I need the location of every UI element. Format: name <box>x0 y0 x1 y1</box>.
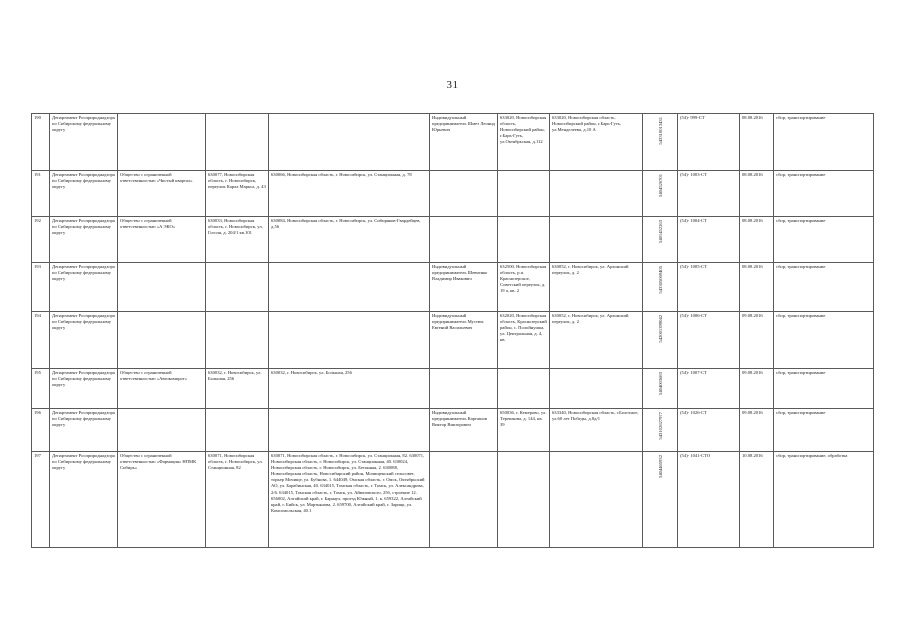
inn-text: 5404465932 <box>657 455 663 478</box>
organization-address-cell: 630071, Новосибирская область, г. Новосибирск, ул. Станционная, 82 <box>206 452 269 548</box>
license-date-cell: 10.08.2016 <box>740 452 774 548</box>
inn-number-cell <box>643 369 678 409</box>
entrepreneur-address-cell <box>498 217 550 263</box>
entrepreneur-name-cell: Индивидуальный предприниматель Мустюк Евгений Васильевич <box>430 312 498 369</box>
registry-body <box>32 114 874 548</box>
inn-text: 543102627977 <box>657 412 663 440</box>
entrepreneur-name-cell <box>430 369 498 409</box>
table-row <box>32 312 874 369</box>
license-date-cell: 09.08.2016 <box>740 409 774 452</box>
license-date-cell: 08.08.2016 <box>740 171 774 217</box>
activity-types-cell: сбор, транспортирование <box>774 312 874 369</box>
licensing-authority-cell: Департамент Росприроднадзора по Сибирскому федеральному округу <box>50 312 118 369</box>
organization-name-cell: Общество с ограниченной ответственностью «Фармация» НПМК Сибирь» <box>118 452 206 548</box>
entrepreneur-name-cell <box>430 171 498 217</box>
entrepreneur-name-cell <box>430 217 498 263</box>
inn-number-cell <box>643 171 678 217</box>
inn-number-cell <box>643 114 678 171</box>
entrepreneur-address-cell: 632020, Новосибирская область, Краснозерский район, с. Полойнушка, ул. Центральная, д. 4, кв. <box>498 312 550 369</box>
entrepreneur-address-cell: 632500, Новосибирская область, р.п. Краснозерское, Советский переулок, д. 19 а, кв. 2 <box>498 263 550 312</box>
row-number-cell: 192 <box>32 217 50 263</box>
entrepreneur-activity-places-cell <box>550 171 643 217</box>
organization-address-cell: 630077, Новосибирская область, г. Новосибирск, переулок Карла Маркса, д. 43 <box>206 171 269 217</box>
organization-address-cell <box>206 312 269 369</box>
activity-types-cell: сбор, транспортирование <box>774 114 874 171</box>
license-number-cell: (54)- 999-СТ <box>678 114 740 171</box>
organization-address-cell: 630033, Новосибирская область, г. Новосибирск, ул. Гоголя, д. 204/1 кв.101 <box>206 217 269 263</box>
inn-text: 543310013431 <box>657 117 663 145</box>
license-number-cell: (54)- 1005-СТ <box>678 263 740 312</box>
license-number-cell: (54)- 1026-СТ <box>678 409 740 452</box>
activity-types-cell: сбор, транспортирование <box>774 409 874 452</box>
activity-types-cell: сбор, транспортирование, обработка <box>774 452 874 548</box>
entrepreneur-activity-places-cell <box>550 369 643 409</box>
inn-number-cell <box>643 452 678 548</box>
organization-address-cell <box>206 409 269 452</box>
license-date-cell: 09.08.2016 <box>740 312 774 369</box>
license-number-cell: (54)- 1003-СТ <box>678 171 740 217</box>
organization-activity-places-cell <box>269 312 430 369</box>
table-row <box>32 263 874 312</box>
licensing-authority-cell: Департамент Росприроднадзора по Сибирскому федеральному округу <box>50 409 118 452</box>
table-row <box>32 369 874 409</box>
organization-activity-places-cell <box>269 263 430 312</box>
table-row <box>32 114 874 171</box>
licensing-authority-cell: Департамент Росприроднадзора по Сибирскому федеральному округу <box>50 217 118 263</box>
licensing-authority-cell: Департамент Росприроднадзора по Сибирскому федеральному округу <box>50 263 118 312</box>
table-row <box>32 409 874 452</box>
inn-text: 5404003683 <box>657 372 663 395</box>
row-number-cell: 191 <box>32 171 50 217</box>
licensing-authority-cell: Департамент Росприроднадзора по Сибирскому федеральному округу <box>50 369 118 409</box>
activity-types-cell: сбор, транспортирование <box>774 369 874 409</box>
entrepreneur-activity-places-cell <box>550 217 643 263</box>
organization-name-cell <box>118 312 206 369</box>
organization-activity-places-cell <box>269 409 430 452</box>
inn-number-cell <box>643 409 678 452</box>
entrepreneur-address-cell <box>498 452 550 548</box>
organization-activity-places-cell: 630066, Новосибирская область, г. Новосибирск, ул. Станционная, д. 78 <box>269 171 430 217</box>
row-number-cell: 193 <box>32 263 50 312</box>
entrepreneur-address-cell <box>498 369 550 409</box>
organization-name-cell <box>118 114 206 171</box>
entrepreneur-address-cell: 633020, Новосибирская область, Новосибирский район, г.Барь-Гуть, ул.Октябрьская, д.112 <box>498 114 550 171</box>
organization-name-cell <box>118 409 206 452</box>
licensing-authority-cell: Департамент Росприроднадзора по Сибирскому федеральному округу <box>50 114 118 171</box>
row-number-cell: 195 <box>32 369 50 409</box>
organization-address-cell: 630032, г. Новосибирск, ул. Большая, 256 <box>206 369 269 409</box>
activity-types-cell: сбор, транспортирование <box>774 263 874 312</box>
row-number-cell: 194 <box>32 312 50 369</box>
entrepreneur-activity-places-cell <box>550 452 643 548</box>
entrepreneur-address-cell: 650036, г. Кемерово, ул. Терешкова, д. 144, кв. 39 <box>498 409 550 452</box>
organization-activity-places-cell <box>269 114 430 171</box>
license-date-cell: 08.08.2016 <box>740 217 774 263</box>
row-number-cell: 197 <box>32 452 50 548</box>
entrepreneur-activity-places-cell: 633020, Новосибирская область, Новосибирский район, г.Барь-Гуть, ул.Менделеева, д.10 А <box>550 114 643 171</box>
license-number-cell: (54)- 1007-СТ <box>678 369 740 409</box>
organization-address-cell <box>206 263 269 312</box>
entrepreneur-name-cell: Индивидуальный предприниматель Шевченко Владимир Ивакович <box>430 263 498 312</box>
entrepreneur-activity-places-cell: 630052, г. Новосибирск, ул. Архонский переулок, д. 2 <box>550 312 643 369</box>
activity-types-cell: сбор, транспортирование <box>774 171 874 217</box>
entrepreneur-name-cell: Индивидуальный предприниматель Шмет Леонид Юрьевич <box>430 114 498 171</box>
organization-activity-places-cell: 630071, Новосибирская область, г. Новосибирск, ул. Станционная, 82. 630071, Новосибирская область, г. Новосибирск, ул. Станционная, 40. 630024, Новосибирская область, г. Новосибирск, ул. Бетонная, 2. 630088, Новосибирская область, Новосибирский район, Мочищенский сельсовет, торьер Мочище, ул. Бубнова, 1. 644049, Омская область, г. Омск, Октябрьский АО, ул. Барабинская, 40. 634015, Томская область, г. Томск, ул. Александрова, 2/6. 634015, Томская область, г. Томск, ул. Айвазовского, 25б, строение 12. 656002, Алтайский край, г. Барнаул, проезд Южный, 1. к. 659322, Алтайский край, г. Бийск, ул. Мартьянова, 2. 659700, Алтайский край, г. Зарицк, ул. Комсомольская, 40.1 <box>269 452 430 548</box>
table-row <box>32 217 874 263</box>
activity-types-cell: сбор, транспортирование <box>774 217 874 263</box>
organization-name-cell <box>118 263 206 312</box>
inn-number-cell <box>643 217 678 263</box>
entrepreneur-address-cell <box>498 171 550 217</box>
row-number-cell: 196 <box>32 409 50 452</box>
inn-number-cell <box>643 263 678 312</box>
organization-address-cell <box>206 114 269 171</box>
inn-text: 5401452263 <box>657 220 663 243</box>
organization-name-cell: Общество с ограниченной ответственностью «А ЭКО» <box>118 217 206 263</box>
row-number-cell: 190 <box>32 114 50 171</box>
entrepreneur-name-cell: Индивидуальный предприниматель Карташов Виктор Викторович <box>430 409 498 452</box>
license-date-cell: 08.08.2016 <box>740 263 774 312</box>
organization-name-cell: Общество с ограниченной ответственностью «Автокомпрот» <box>118 369 206 409</box>
license-date-cell: 09.08.2016 <box>740 369 774 409</box>
license-number-cell: (54)- 1004-СТ <box>678 217 740 263</box>
entrepreneur-activity-places-cell: 633340, Новосибирская область, г.Болотное, ул.60 лет Победы, д.8д/1 <box>550 409 643 452</box>
inn-text: 5404526701 <box>657 174 663 197</box>
inn-text: 542001399042 <box>657 315 663 343</box>
organization-activity-places-cell: 630084, Новосибирская область, г. Новосибирск, ул. Сибиряков-Гвардейцев, д.56 <box>269 217 430 263</box>
entrepreneur-name-cell <box>430 452 498 548</box>
organization-activity-places-cell: 630032, г. Новосибирск, ул. Большая, 256 <box>269 369 430 409</box>
licensing-authority-cell: Департамент Росприроднадзора по Сибирскому федеральному округу <box>50 452 118 548</box>
organization-name-cell: Общество с ограниченной ответственностью «Чистый квартал» <box>118 171 206 217</box>
inn-text: 543305069405 <box>657 266 663 294</box>
table-row <box>32 171 874 217</box>
license-number-cell: (54)- 1006-СТ <box>678 312 740 369</box>
inn-number-cell <box>643 312 678 369</box>
license-number-cell: (54)- 1041-СТО <box>678 452 740 548</box>
license-date-cell: 08.08.2016 <box>740 114 774 171</box>
license-registry-table <box>31 113 874 548</box>
table-row <box>32 452 874 548</box>
licensing-authority-cell: Департамент Росприроднадзора по Сибирскому федеральному округу <box>50 171 118 217</box>
page-number: 31 <box>446 79 459 91</box>
entrepreneur-activity-places-cell: 630052, г. Новосибирск, ул. Архонский переулок, д. 2 <box>550 263 643 312</box>
